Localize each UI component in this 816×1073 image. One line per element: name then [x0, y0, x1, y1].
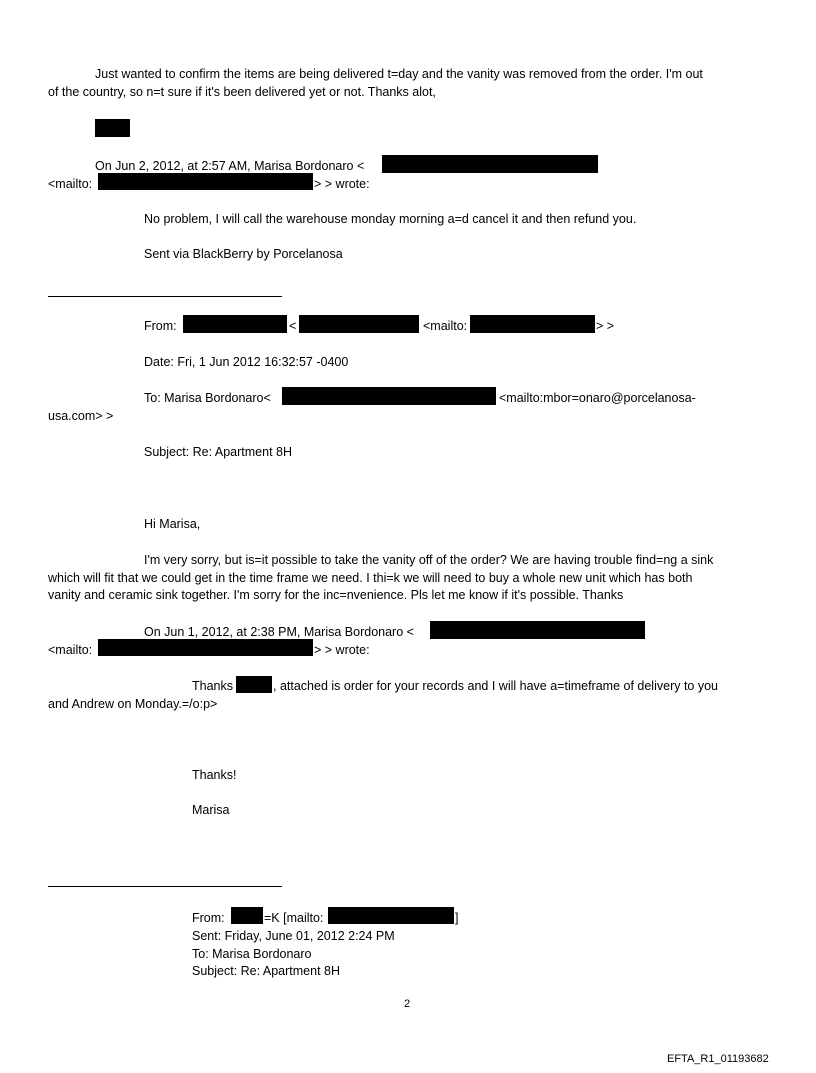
redaction-box [183, 315, 287, 333]
date-line: Date: Fri, 1 Jun 2012 16:32:57 -0400 [144, 355, 349, 369]
quote-header: On Jun 2, 2012, at 2:57 AM, Marisa Bordonaro < [95, 159, 365, 173]
to-line: To: Marisa Bordonaro [192, 947, 312, 961]
email-body-line: which will fit that we could get in the time frame we need. I thi=k we will need to buy a whole new unit which has both [48, 571, 693, 585]
email-body-line: Just wanted to confirm the items are being delivered t=day and the vanity was removed from the order. I'm out [95, 67, 703, 81]
quote-body: and Andrew on Monday.=/o:p> [48, 697, 218, 711]
redaction-box [382, 155, 598, 173]
redaction-box [299, 315, 419, 333]
mailto-prefix: <mailto: [48, 643, 93, 657]
separator-line [48, 296, 282, 297]
from-label: From: [144, 319, 177, 333]
redaction-box [282, 387, 496, 405]
subject-line: Subject: Re: Apartment 8H [192, 964, 340, 978]
to-mailto: <mailto:mbor=onaro@porcelanosa- [499, 391, 696, 405]
redaction-box [231, 907, 263, 924]
to-mailto-cont: usa.com> > [48, 409, 114, 423]
sender-name: Marisa [192, 803, 230, 817]
redaction-box [470, 315, 595, 333]
quote-body: No problem, I will call the warehouse monday morning a=d cancel it and then refund you. [144, 212, 637, 226]
redaction-box [430, 621, 645, 639]
redaction-box [98, 173, 313, 190]
wrote-suffix: > > wrote: [314, 177, 370, 191]
thanks-word: Thanks [192, 679, 233, 693]
sent-line: Sent: Friday, June 01, 2012 2:24 PM [192, 929, 395, 943]
email-body-line: of the country, so n=t sure if it's been delivered yet or not. Thanks alot, [48, 85, 436, 99]
subject-line: Subject: Re: Apartment 8H [144, 445, 292, 459]
quote-header: On Jun 1, 2012, at 2:38 PM, Marisa Bordonaro < [144, 625, 414, 639]
closing: Thanks! [192, 768, 237, 782]
wrote-suffix: > > wrote: [314, 643, 370, 657]
lt-symbol: < [289, 319, 297, 333]
mailto-prefix: <mailto: [48, 177, 93, 191]
gt-symbol: > > [596, 319, 615, 333]
redaction-box [98, 639, 313, 656]
redaction-box [95, 119, 130, 137]
to-line: To: Marisa Bordonaro< [144, 391, 271, 405]
bates-number: EFTA_R1_01193682 [667, 1053, 769, 1065]
greeting: Hi Marisa, [144, 517, 201, 531]
quote-signature: Sent via BlackBerry by Porcelanosa [144, 247, 343, 261]
from-label: From: [192, 911, 225, 925]
from-mailto: =K [mailto: [264, 911, 324, 925]
email-body-line: I'm very sorry, but is=it possible to take the vanity off of the order? We are having trouble find=ng a sink [144, 553, 714, 567]
mailto-prefix: <mailto: [423, 319, 468, 333]
page-number: 2 [404, 998, 411, 1010]
quote-body: , attached is order for your records and I will have a=timeframe of delivery to you [273, 679, 719, 693]
bracket-close: ] [455, 911, 459, 925]
separator-line [48, 886, 282, 887]
redaction-box [328, 907, 454, 924]
redaction-box [236, 676, 272, 693]
email-body-line: vanity and ceramic sink together. I'm sorry for the inc=nvenience. Pls let me know if it's possible. Thanks [48, 588, 624, 602]
